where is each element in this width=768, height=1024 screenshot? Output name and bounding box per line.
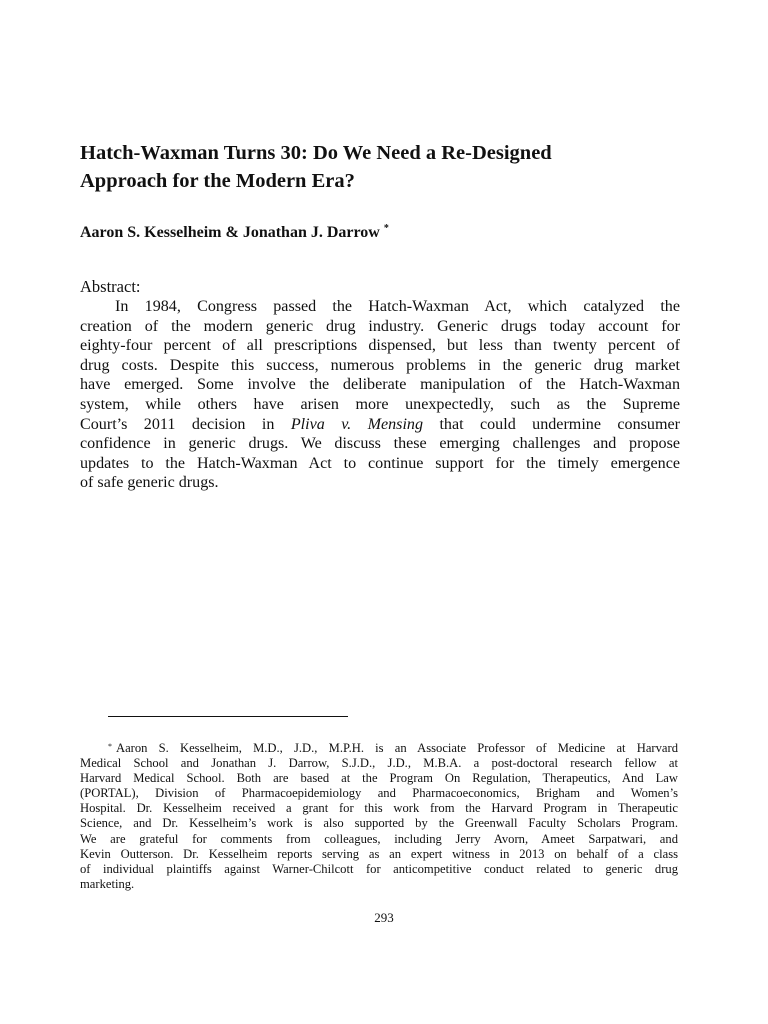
footnote-divider (108, 716, 348, 717)
footnote-line: Harvard Medical School. Both are based at the Program On Regulation, Therapeutics, And Law (80, 771, 678, 786)
abstract-line: have emerged. Some involve the deliberate manipulation of the Hatch-Waxman (80, 376, 680, 394)
abstract-body (80, 297, 680, 493)
abstract-line: system, while others have arisen more unexpectedly, such as the Supreme (80, 395, 680, 413)
abstract-line: confidence in generic drugs. We discuss these emerging challenges and propose (80, 435, 680, 453)
footnote-line: of individual plaintiffs against Warner-Chilcott for anticompetitive conduct related to generic drug (80, 861, 678, 876)
footnote-line: Medical School and Jonathan J. Darrow, S.J.D., J.D., M.B.A. a post-doctoral research fellow at (80, 756, 678, 771)
abstract-line: In 1984, Congress passed the Hatch-Waxman Act, which catalyzed the (115, 298, 680, 315)
footnote-line: marketing. (80, 876, 135, 891)
page-number: 293 (374, 910, 394, 925)
abstract-line: eighty-four percent of all prescriptions dispensed, but less than twenty percent of (80, 337, 680, 355)
abstract-line: of safe generic drugs. (80, 474, 219, 492)
article-authors (80, 222, 389, 244)
abstract-line: updates to the Hatch-Waxman Act to continue support for the timely emergence (80, 454, 680, 472)
abstract-heading: Abstract: (80, 277, 141, 296)
footnote (80, 741, 678, 892)
footnote-marker: * (108, 742, 112, 751)
article-title-line-2: Approach for the Modern Era? (80, 170, 355, 192)
footnote-line: (PORTAL), Division of Pharmacoepidemiology and Pharmacoeconomics, Brigham and Women’s (80, 786, 678, 801)
article-title (80, 139, 700, 195)
abstract-text-segment: that could undermine consumer (439, 415, 680, 433)
author-names: Aaron S. Kesselheim & Jonathan J. Darrow (80, 224, 380, 241)
abstract-text-segment: Court’s 2011 decision in (80, 415, 275, 433)
footnote-line: Science, and Dr. Kesselheim’s work is also supported by the Greenwall Faculty Scholars Program. (80, 816, 678, 831)
footnote-text-segment: Aaron S. Kesselheim, M.D., J.D., M.P.H. is an Associate Professor of Medicine at Harvard (116, 741, 678, 755)
footnote-line: We are grateful for comments from colleagues, including Jerry Avorn, Ameet Sarpatwari, and (80, 831, 678, 846)
author-footnote-marker: * (383, 223, 389, 234)
article-title-line-1: Hatch-Waxman Turns 30: Do We Need a Re-Designed (80, 142, 552, 164)
case-name-italic: Pliva v. Mensing (290, 415, 424, 433)
footnote-line: Hospital. Dr. Kesselheim received a grant for this work from the Harvard Program in Therapeutic (80, 801, 678, 816)
footnote-line (80, 741, 678, 756)
footnote-line: Kevin Outterson. Dr. Kesselheim reports serving as an expert witness in 2013 on behalf of a class (80, 846, 678, 861)
abstract-line: creation of the modern generic drug industry. Generic drugs today account for (80, 317, 680, 335)
abstract-line: drug costs. Despite this success, numerous problems in the generic drug market (80, 356, 680, 374)
abstract-line (80, 415, 680, 435)
